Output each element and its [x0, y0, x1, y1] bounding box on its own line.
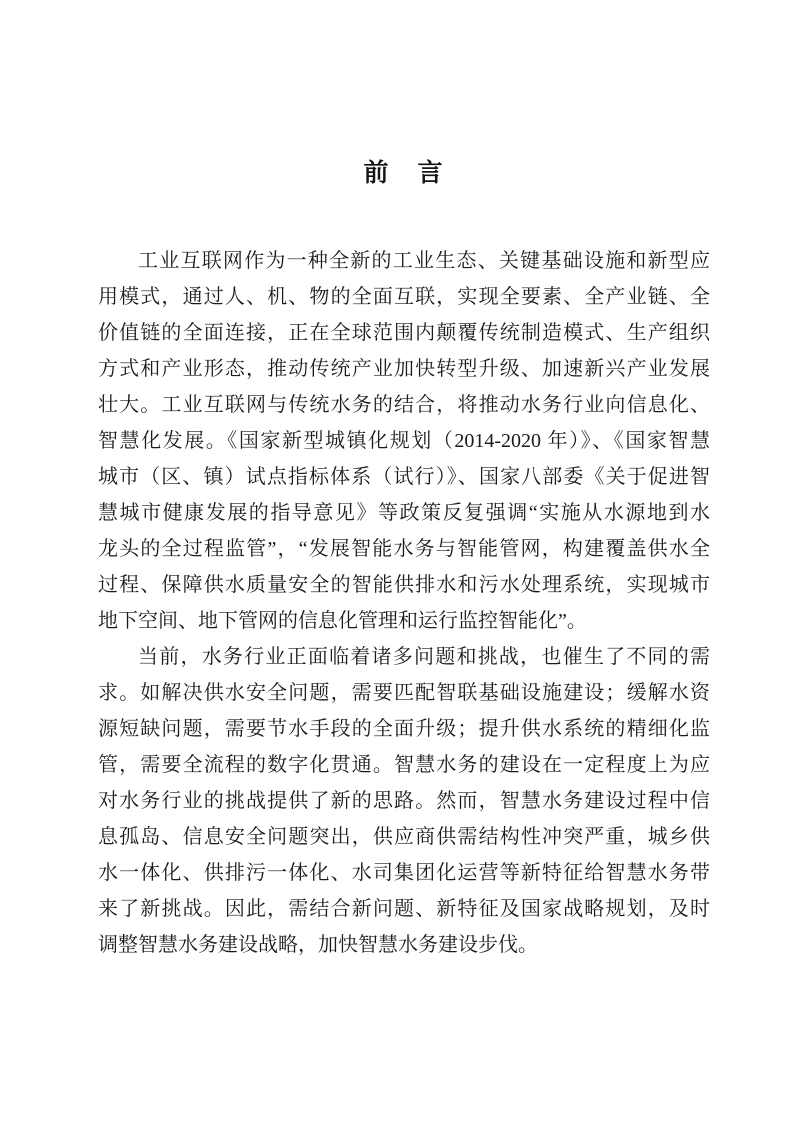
- text-line: 求。如解决供水安全问题，需要匹配智联基础设施建设；缓解水资: [98, 682, 710, 704]
- paragraph: [98, 243, 710, 639]
- text-line: 对水务行业的挑战提供了新的思路。然而，智慧水务建设过程中信: [98, 790, 710, 812]
- text-line: 管，需要全流程的数字化贯通。智慧水务的建设在一定程度上为应: [98, 754, 710, 776]
- text-line: 用模式，通过人、机、物的全面互联，实现全要素、全产业链、全: [98, 286, 710, 308]
- text-line: 地下空间、地下管网的信息化管理和运行监控智能化”。: [98, 610, 587, 632]
- text-line: 息孤岛、信息安全问题突出，供应商供需结构性冲突严重，城乡供: [98, 826, 710, 848]
- paragraph: [98, 639, 710, 963]
- text-line: 当前，水务行业正面临着诸多问题和挑战，也催生了不同的需: [138, 646, 710, 668]
- text-line: 水一体化、供排污一体化、水司集团化运营等新特征给智慧水务带: [98, 862, 710, 884]
- text-line: 龙头的全过程监管”，“发展智能水务与智能管网，构建覆盖供水全: [98, 538, 710, 560]
- text-line: 过程、保障供水质量安全的智能供排水和污水处理系统，实现城市: [98, 574, 710, 596]
- text-line: 工业互联网作为一种全新的工业生态、关键基础设施和新型应: [138, 250, 710, 272]
- text-line: 智慧化发展。《国家新型城镇化规划（2014-2020 年）》、《国家智慧: [98, 430, 710, 452]
- text-line: 调整智慧水务建设战略，加快智慧水务建设步伐。: [98, 934, 538, 956]
- text-line: 慧城市健康发展的指导意见》等政策反复强调“实施从水源地到水: [98, 502, 710, 524]
- text-line: 源短缺问题，需要节水手段的全面升级；提升供水系统的精细化监: [98, 718, 710, 740]
- document-body: [98, 243, 710, 963]
- text-line: 方式和产业形态，推动传统产业加快转型升级、加速新兴产业发展: [98, 358, 710, 380]
- text-line: 壮大。工业互联网与传统水务的结合，将推动水务行业向信息化、: [98, 394, 710, 416]
- text-line: 城市（区、镇）试点指标体系（试行）》、国家八部委《关于促进智: [98, 466, 710, 488]
- page-title: 前 言: [363, 159, 445, 187]
- text-line: 价值链的全面连接，正在全球范围内颠覆传统制造模式、生产组织: [98, 322, 710, 344]
- text-line: 来了新挑战。因此，需结合新问题、新特征及国家战略规划，及时: [98, 898, 710, 920]
